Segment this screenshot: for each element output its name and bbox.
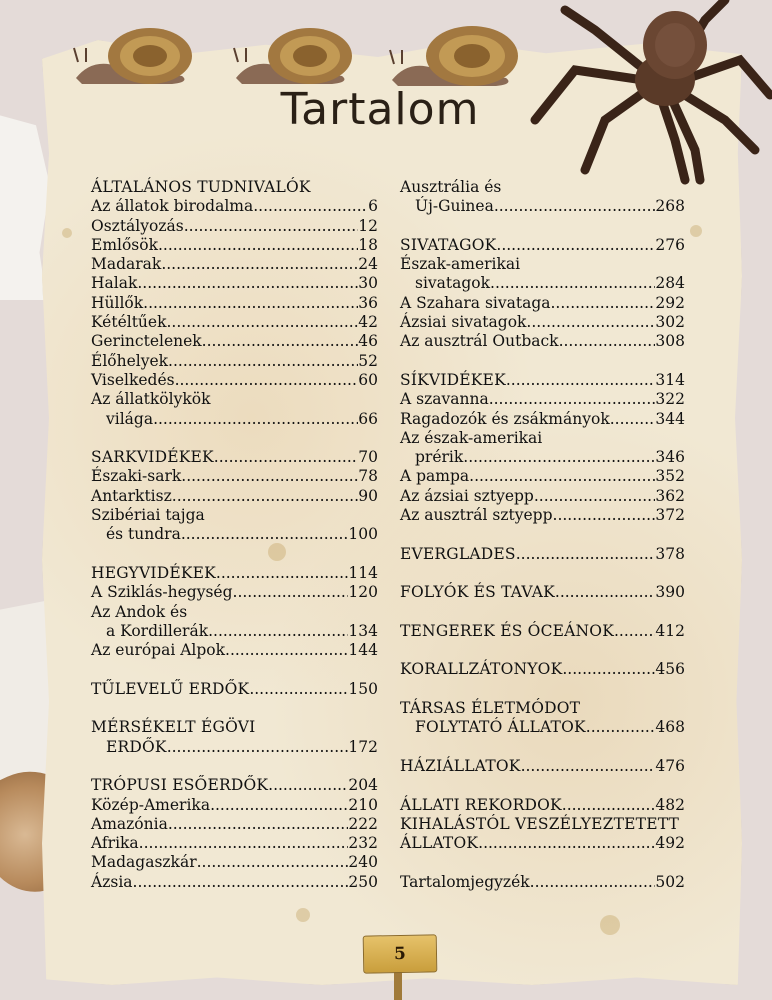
toc-page-number: 66 [358,409,378,428]
toc-page-number: 100 [348,525,378,544]
snail-icon [388,18,528,90]
toc-leader-dots [233,583,349,602]
toc-entry[interactable] [91,332,378,351]
toc-entry-label: ÁLLATI REKORDOK [400,795,562,814]
toc-page-number: 378 [655,544,685,563]
toc-leader-dots [469,467,655,486]
toc-entry-label: Emlősök [91,235,158,254]
snail-icon [232,18,362,88]
toc-entry-label: a Kordillerák [106,621,209,640]
toc-entry-label: SARKVIDÉKEK [91,448,214,467]
toc-spacer [400,564,685,583]
toc-entry-label: Az európai Alpok [91,641,226,660]
toc-leader-dots [158,236,358,255]
toc-entry-label: FOLYTATÓ ÁLLATOK [415,718,586,737]
toc-page-number: 232 [348,834,378,853]
toc-leader-dots [137,274,358,293]
toc-page-number: 6 [368,197,378,216]
toc-leader-dots [494,197,656,216]
toc-leader-dots [167,738,349,757]
toc-spacer [400,680,685,699]
toc-section-heading[interactable] [91,738,378,757]
toc-page-number: 222 [348,814,378,833]
toc-entry-label: világa [106,409,154,428]
toc-leader-dots [197,853,349,872]
toc-page-number: 120 [348,583,378,602]
toc-page-number: 502 [655,872,685,891]
toc-spacer [400,738,685,757]
toc-entry[interactable] [91,197,378,216]
toc-entry-label: Madarak [91,255,162,274]
toc-spacer [400,641,685,660]
toc-page-number: 204 [348,776,378,795]
toc-entry-label: Hüllők [91,293,144,312]
toc-entry[interactable] [91,487,378,506]
toc-leader-dots [268,776,348,795]
toc-entry[interactable] [91,467,378,486]
paper-stain [62,228,72,238]
toc-entry-label: EVERGLADES [400,544,516,563]
toc-leader-dots [534,487,656,506]
toc-leader-dots [478,834,655,853]
page-title: Tartalom [280,84,480,135]
toc-leader-dots [168,815,349,834]
toc-page-number: 322 [655,390,685,409]
toc-spacer [91,545,378,564]
toc-leader-dots [562,660,655,679]
toc-section-heading[interactable] [400,757,685,776]
toc-page-number: 412 [655,621,685,640]
toc-entry-label: HÁZIÁLLATOK [400,756,521,775]
toc-section-heading[interactable] [400,236,685,255]
toc-section-heading[interactable] [400,660,685,679]
toc-entry[interactable] [91,853,378,872]
toc-leader-dots [610,410,656,429]
toc-spacer [91,757,378,776]
toc-entry-label: Új-Guinea [415,197,494,216]
toc-entry-label: FOLYÓK ÉS TAVAK [400,583,555,602]
toc-entry[interactable] [91,352,378,371]
toc-leader-dots [184,217,359,236]
toc-leader-dots [202,332,359,351]
toc-entry-label: Gerinctelenek [91,332,202,351]
toc-entry-label: Viselkedés [91,370,175,389]
toc-page-number: 240 [348,853,378,872]
toc-leader-dots [143,294,358,313]
toc-entry[interactable] [400,255,685,274]
toc-entry-label: Amazónia [91,814,168,833]
toc-entry[interactable] [91,525,378,544]
toc-entry-label: A Sziklás-hegység [91,583,233,602]
toc-leader-dots [208,622,348,641]
toc-entry[interactable] [91,371,378,390]
toc-page-number: 344 [655,409,685,428]
toc-section-heading[interactable] [400,583,685,602]
toc-entry[interactable] [91,274,378,293]
toc-entry-label: Az ausztrál Outback [400,332,559,351]
toc-leader-dots [161,255,358,274]
toc-entry[interactable] [91,583,378,602]
toc-page-number: 52 [358,351,378,370]
toc-entry[interactable] [91,641,378,660]
toc-leader-dots [530,873,656,892]
toc-page-number: 70 [358,448,378,467]
toc-entry[interactable] [400,390,685,409]
toc-page-number: 30 [358,274,378,293]
toc-entry-label: Az állatok birodalma [91,197,254,216]
paper-stain [296,908,310,922]
toc-entry-label: Kétéltűek [91,313,167,332]
toc-page-number: 362 [655,486,685,505]
sign-post [394,970,402,1000]
toc-leader-dots [216,564,349,583]
toc-page-number: 372 [655,506,685,525]
toc-entry[interactable] [91,294,378,313]
toc-entry[interactable] [400,448,685,467]
toc-leader-dots [210,796,348,815]
toc-page-number: 150 [348,679,378,698]
toc-spacer [400,776,685,795]
toc-entry[interactable] [400,487,685,506]
toc-section-heading[interactable] [400,796,685,815]
toc-leader-dots [555,583,656,602]
toc-entry-label: A Szahara sivataga [400,293,551,312]
toc-leader-dots [175,371,359,390]
toc-entry-label: ERDŐK [106,737,167,756]
toc-page-number: 482 [655,795,685,814]
toc-page-number: 268 [655,197,685,216]
toc-page-number: 60 [358,370,378,389]
toc-entry-label: Az ausztrál sztyepp [400,506,553,525]
toc-leader-dots [526,313,655,332]
toc-leader-dots [166,313,358,332]
toc-page-number: 292 [655,293,685,312]
toc-section-heading[interactable] [91,776,378,795]
toc-page-number: 24 [358,255,378,274]
toc-entry[interactable] [91,815,378,834]
toc-leader-dots [551,294,656,313]
toc-leader-dots [253,197,368,216]
toc-entry-label: Ausztrália és [400,178,502,196]
toc-section-heading[interactable] [91,718,378,737]
toc-leader-dots [490,274,655,293]
toc-page-number: 390 [655,583,685,602]
toc-entry-label: Északi-sark [91,467,182,486]
toc-page-number: 78 [358,467,378,486]
toc-page-number: 276 [655,235,685,254]
toc-section-heading[interactable] [91,448,378,467]
toc-column-right [400,178,685,892]
toc-leader-dots [553,506,656,525]
toc-entry[interactable] [400,332,685,351]
toc-entry-label: Közép-Amerika [91,795,211,814]
toc-entry-label: Szibériai tajga [91,506,205,525]
snail-icon [72,18,202,88]
toc-leader-dots [516,545,656,564]
toc-entry-label: Tartalomjegyzék [400,872,530,891]
toc-entry-label: A pampa [400,467,470,486]
toc-entry-label: KORALLZÁTONYOK [400,660,563,679]
toc-entry[interactable] [91,255,378,274]
toc-entry[interactable] [91,796,378,815]
toc-entry-label: Észak-amerikai [400,255,521,274]
toc-column-left [91,178,378,892]
toc-spacer [91,429,378,448]
toc-page-number: 284 [655,274,685,293]
toc-section-heading[interactable] [400,622,685,641]
toc-leader-dots [214,448,358,467]
toc-page-number: 476 [655,756,685,775]
toc-entry-label: prérik [415,448,464,467]
toc-entry-label: SIVATAGOK [400,235,497,254]
toc-entry-label: sivatagok [415,274,491,293]
toc-entry-label: Az észak-amerikai [400,428,543,447]
toc-leader-dots [562,796,656,815]
toc-section-heading[interactable] [400,718,685,737]
toc-leader-dots [489,390,656,409]
toc-entry-label: Az ázsiai sztyepp [400,486,534,505]
toc-entry[interactable] [91,622,378,641]
toc-spacer [400,352,685,371]
toc-page-number: 346 [655,448,685,467]
toc-entry[interactable] [91,834,378,853]
toc-page-number: 42 [358,313,378,332]
toc-entry[interactable] [91,603,378,622]
toc-entry[interactable] [91,506,378,525]
toc-entry-label: Az állatkölykök [91,390,211,409]
toc-leader-dots [506,371,656,390]
toc-entry-label: Osztályozás [91,216,184,235]
toc-leader-dots [181,467,358,486]
toc-entry[interactable] [400,873,685,892]
toc-entry-label: ÁLTALÁNOS TUDNIVALÓK [91,178,311,196]
toc-entry-label: Ragadozók és zsákmányok [400,409,610,428]
toc-leader-dots [181,525,349,544]
toc-leader-dots [521,757,656,776]
toc-page-number: 12 [358,216,378,235]
paper-stain [600,915,620,935]
toc-leader-dots [225,641,348,660]
toc-leader-dots [586,718,656,737]
toc-entry-label: A szavanna [400,390,489,409]
toc-page-number: 250 [348,872,378,891]
toc-entry-label: TENGEREK ÉS ÓCEÁNOK [400,621,614,640]
toc-spacer [400,217,685,236]
toc-entry-label: MÉRSÉKELT ÉGÖVI [91,718,256,737]
toc-entry-label: TŰLEVELŰ ERDŐK [91,679,250,698]
toc-spacer [400,853,685,872]
toc-entry[interactable] [400,313,685,332]
toc-entry-label: Halak [91,274,138,293]
toc-leader-dots [249,680,348,699]
toc-section-heading[interactable] [400,834,685,853]
paper-stain [690,225,702,237]
toc-entry-label: SÍKVIDÉKEK [400,370,506,389]
page-number: 5 [363,934,438,973]
toc-entry[interactable] [91,390,378,409]
toc-spacer [400,525,685,544]
toc-page-number: 36 [358,293,378,312]
toc-spacer [91,660,378,679]
toc-entry[interactable] [400,410,685,429]
toc-entry[interactable] [91,313,378,332]
toc-page-number: 308 [655,332,685,351]
toc-section-heading[interactable] [400,815,685,834]
toc-entry-label: Ázsiai sivatagok [400,313,527,332]
toc-page-number: 314 [655,370,685,389]
toc-entry-label: Madagaszkár [91,853,197,872]
toc-leader-dots [172,487,359,506]
toc-page-number: 492 [655,834,685,853]
toc-page-number: 90 [358,486,378,505]
toc-entry[interactable] [400,178,685,197]
toc-entry-label: és tundra [106,525,181,544]
toc-entry[interactable] [91,410,378,429]
toc-entry-label: HEGYVIDÉKEK [91,563,216,582]
toc-page-number: 210 [348,795,378,814]
toc-section-heading[interactable] [400,545,685,564]
toc-entry[interactable] [400,294,685,313]
toc-leader-dots [559,332,656,351]
toc-entry-label: TÁRSAS ÉLETMÓDOT [400,699,581,718]
toc-entry-label: KIHALÁSTÓL VESZÉLYEZTETETT [400,814,680,833]
toc-page-number: 46 [358,332,378,351]
toc-leader-dots [153,410,358,429]
toc-section-heading[interactable] [91,680,378,699]
toc-page-number: 114 [348,563,378,582]
toc-entry[interactable] [400,274,685,293]
toc-section-heading[interactable] [400,371,685,390]
toc-section-heading[interactable] [91,564,378,583]
toc-page-number: 456 [655,660,685,679]
toc-leader-dots [614,622,655,641]
toc-entry-label: ÁLLATOK [400,834,479,853]
toc-leader-dots [496,236,655,255]
toc-page-number: 134 [348,621,378,640]
toc-entry[interactable] [400,197,685,216]
toc-leader-dots [133,873,349,892]
toc-page-number: 302 [655,313,685,332]
toc-leader-dots [168,352,358,371]
toc-entry[interactable] [91,217,378,236]
toc-spacer [400,603,685,622]
toc-page-number: 18 [358,235,378,254]
toc-page-number: 144 [348,641,378,660]
toc-leader-dots [139,834,349,853]
toc-entry[interactable] [400,429,685,448]
toc-section-heading[interactable] [400,699,685,718]
toc-entry-label: Afrika [91,834,139,853]
toc-entry-label: TRÓPUSI ESŐERDŐK [91,776,269,795]
toc-entry[interactable] [91,236,378,255]
toc-entry-label: Élőhelyek [91,351,169,370]
toc-entry-label: Antarktisz [91,486,172,505]
toc-entry[interactable] [400,506,685,525]
toc-entry[interactable] [91,873,378,892]
toc-entry-label: Az Andok és [91,602,188,621]
toc-spacer [91,699,378,718]
toc-entry-label: Ázsia [91,872,133,891]
toc-page-number: 468 [655,718,685,737]
toc-page-number: 352 [655,467,685,486]
toc-leader-dots [463,448,655,467]
toc-section-heading[interactable] [91,178,378,197]
toc-page-number: 172 [348,737,378,756]
toc-entry[interactable] [400,467,685,486]
